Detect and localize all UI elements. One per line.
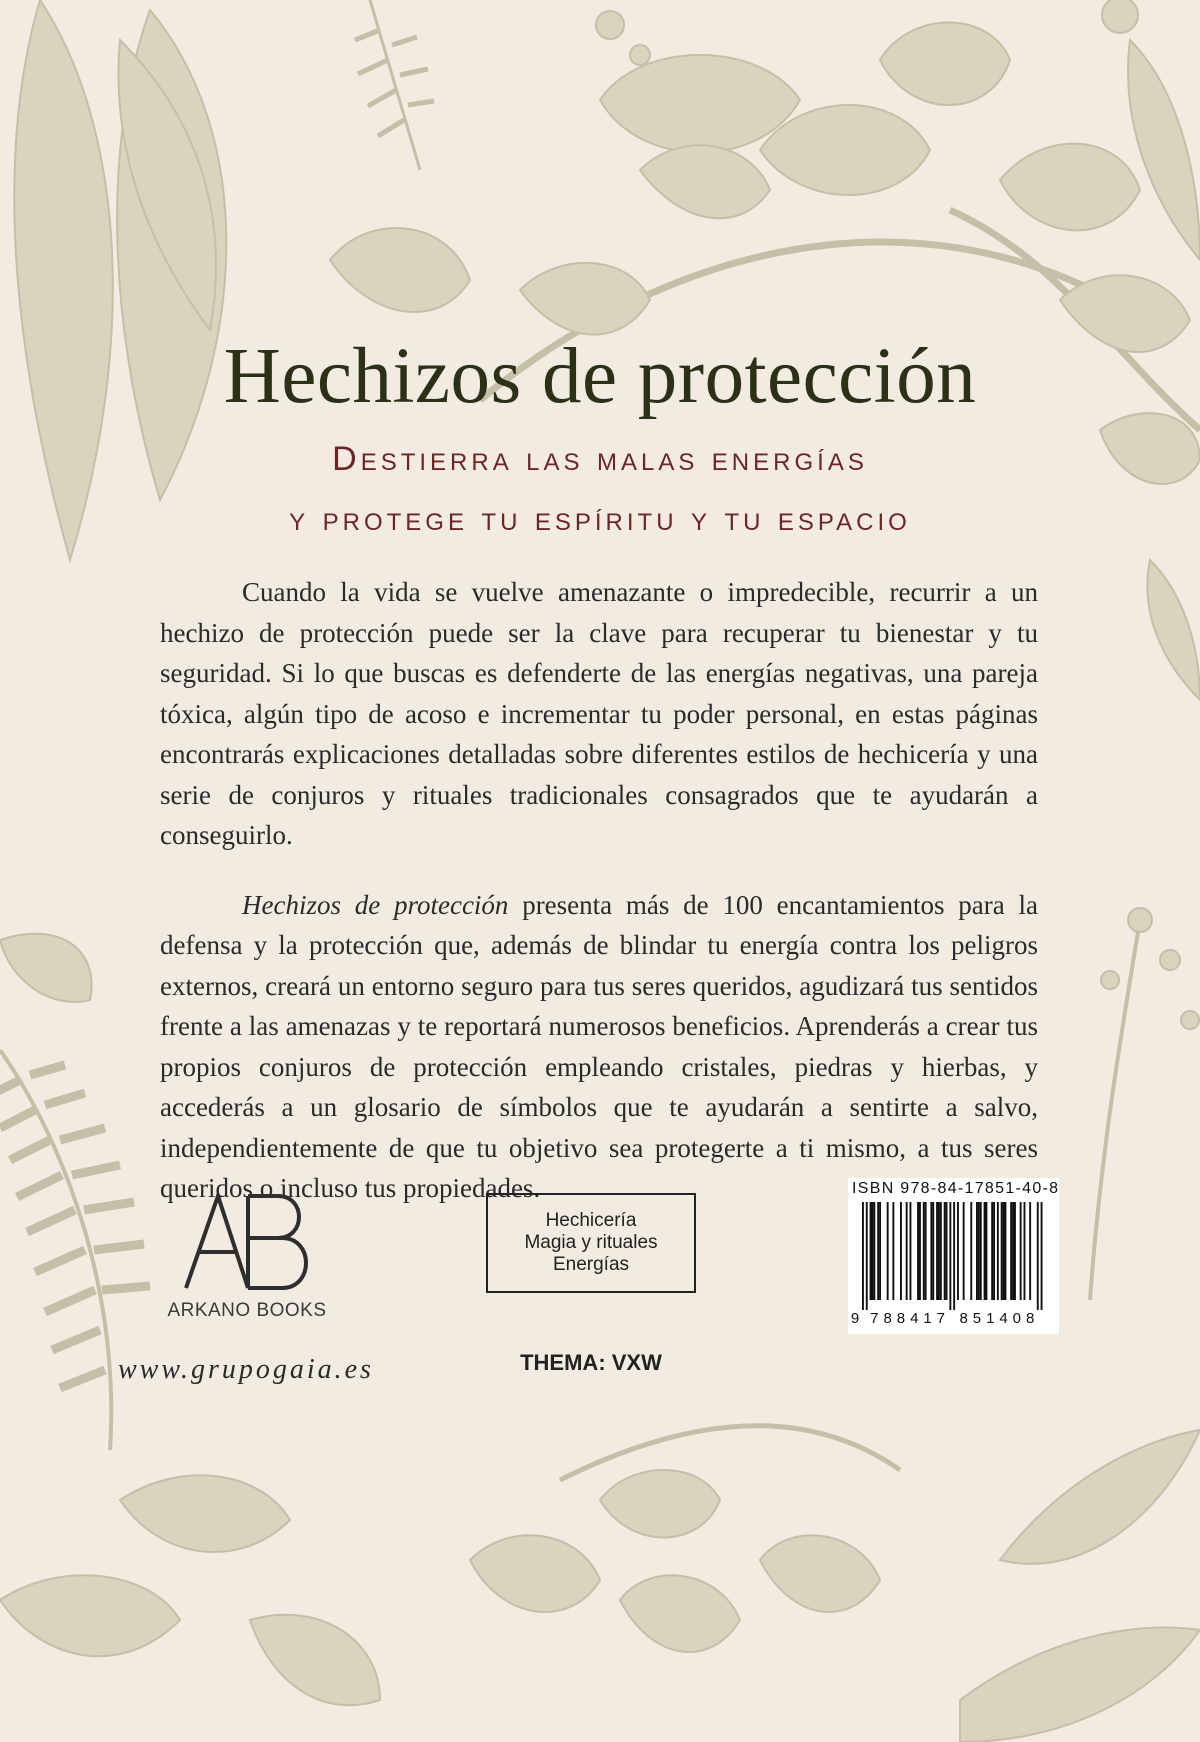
publisher-name: ARKANO BOOKS bbox=[167, 1300, 327, 1321]
barcode-bar bbox=[879, 1202, 881, 1300]
barcode-bar bbox=[993, 1202, 995, 1300]
barcode-bar bbox=[1041, 1202, 1043, 1310]
barcode-bar bbox=[906, 1202, 908, 1300]
barcode-bar bbox=[957, 1202, 959, 1300]
barcode-bar bbox=[870, 1202, 872, 1300]
barcode-digit: 9 bbox=[850, 1310, 860, 1327]
barcode-digit: 7 bbox=[870, 1310, 879, 1327]
barcode-bar bbox=[944, 1202, 946, 1300]
barcode-digit: 4 bbox=[999, 1310, 1008, 1327]
barcode-bar bbox=[862, 1202, 864, 1310]
barcode-bar bbox=[938, 1202, 940, 1300]
barcode-bar bbox=[1014, 1202, 1016, 1300]
barcode-bar bbox=[1012, 1202, 1014, 1300]
barcode-bar bbox=[873, 1202, 875, 1300]
barcode-bar bbox=[877, 1202, 879, 1300]
barcode-bar bbox=[936, 1202, 938, 1300]
arkano-books-logo bbox=[178, 1188, 318, 1294]
barcode-bar bbox=[1001, 1202, 1003, 1300]
barcode-bar bbox=[917, 1202, 919, 1300]
barcode-bar bbox=[1029, 1202, 1031, 1300]
thema-categories-box bbox=[486, 1193, 696, 1293]
barcode-graphic bbox=[848, 1202, 1059, 1332]
subtitle-line-1: Destierra las malas energías bbox=[332, 440, 868, 478]
barcode-bar bbox=[1003, 1202, 1005, 1300]
barcode-digit: 4 bbox=[910, 1310, 919, 1327]
barcode-bar bbox=[976, 1202, 978, 1300]
thema-category: Magia y rituales bbox=[524, 1232, 658, 1253]
barcode-bar bbox=[930, 1202, 932, 1300]
isbn-label: ISBN 978-84-17851-40-8 bbox=[852, 1180, 1060, 1197]
barcode-bar bbox=[946, 1202, 948, 1300]
thema-category: Energías bbox=[552, 1254, 630, 1275]
barcode-digit: 8 bbox=[1025, 1310, 1035, 1327]
barcode-bar bbox=[986, 1202, 988, 1300]
paragraph-text: Cuando la vida se vuelve amenazante o impredecible, recurrir a un hechizo de protección puede ser la clave para recuperar tu bienestar y tu seguridad. Si lo que buscas es defenderte de las energías negativas, una pareja tóxica, algún tipo de acoso e incrementar tu poder personal, en estas páginas encontrarás explicaciones detalladas sobre diferentes estilos de hechicería y una serie de conjuros y rituales tradicionales consagrados que te ayudarán a conseguirlo. bbox=[160, 577, 1038, 850]
barcode-bar bbox=[932, 1202, 934, 1300]
barcode-bar bbox=[949, 1202, 951, 1310]
synopsis-text bbox=[160, 572, 1038, 1238]
barcode-bar bbox=[978, 1202, 980, 1300]
barcode-digit: 0 bbox=[1012, 1310, 1022, 1327]
publisher-website-link[interactable]: www.grupogaia.es bbox=[118, 1354, 374, 1385]
barcode-bar bbox=[991, 1202, 993, 1300]
barcode-bar bbox=[1005, 1202, 1007, 1300]
thema-category: Hechicería bbox=[545, 1210, 637, 1231]
barcode-digit: 7 bbox=[936, 1310, 946, 1327]
barcode-bar bbox=[1037, 1202, 1039, 1310]
barcode-digit: 8 bbox=[959, 1310, 968, 1327]
synopsis-paragraph bbox=[160, 572, 1038, 856]
book-title: Hechizos de protección bbox=[223, 333, 977, 420]
barcode-bar bbox=[866, 1202, 868, 1310]
barcode-digit: 1 bbox=[986, 1310, 995, 1327]
barcode-bar bbox=[953, 1202, 955, 1310]
paragraph-text: presenta más de 100 encantamientos para la defensa y la protección que, además de blindar tu energía contra los peligros externos, creará un entorno seguro para tus seres queridos, agudizará tus sentidos frente a las amenazas y te reportará numerosos beneficios. Aprenderás a crear tus propios conjuros de protección empleando cristales, piedras y hierbas, y accederás a un glosario de símbolos que te ayudarán a sentirte a salvo, independientemente de que tu objetivo sea protegerte a ti mismo, a tus seres queridos o incluso tus propiedades. bbox=[160, 889, 1038, 1203]
barcode-bar bbox=[910, 1202, 912, 1300]
synopsis-paragraph bbox=[160, 885, 1038, 1209]
subtitle-line-2: y protege tu espíritu y tu espacio bbox=[289, 500, 911, 538]
barcode-bar bbox=[980, 1202, 982, 1300]
isbn-barcode-block bbox=[848, 1178, 1059, 1334]
barcode-digit: 5 bbox=[972, 1310, 982, 1327]
barcode-bar bbox=[963, 1202, 965, 1300]
barcode-bar bbox=[1020, 1202, 1022, 1300]
barcode-bar bbox=[887, 1202, 889, 1300]
barcode-bar bbox=[872, 1202, 874, 1300]
barcode-digit: 1 bbox=[923, 1310, 932, 1327]
italic-title-reference: Hechizos de protección bbox=[242, 889, 509, 920]
barcode-bar bbox=[1024, 1202, 1026, 1300]
barcode-digit: 8 bbox=[883, 1310, 892, 1327]
barcode-bar bbox=[892, 1202, 894, 1300]
barcode-digit: 8 bbox=[896, 1310, 906, 1327]
thema-code: THEMA: VXW bbox=[520, 1350, 662, 1375]
barcode-bar bbox=[984, 1202, 986, 1300]
barcode-bar bbox=[923, 1202, 925, 1300]
barcode-bar bbox=[925, 1202, 927, 1300]
barcode-bar bbox=[997, 1202, 999, 1300]
barcode-bar bbox=[940, 1202, 942, 1300]
barcode-bar bbox=[1010, 1202, 1012, 1300]
barcode-bar bbox=[900, 1202, 902, 1300]
barcode-bar bbox=[970, 1202, 972, 1300]
barcode-bar bbox=[919, 1202, 921, 1300]
